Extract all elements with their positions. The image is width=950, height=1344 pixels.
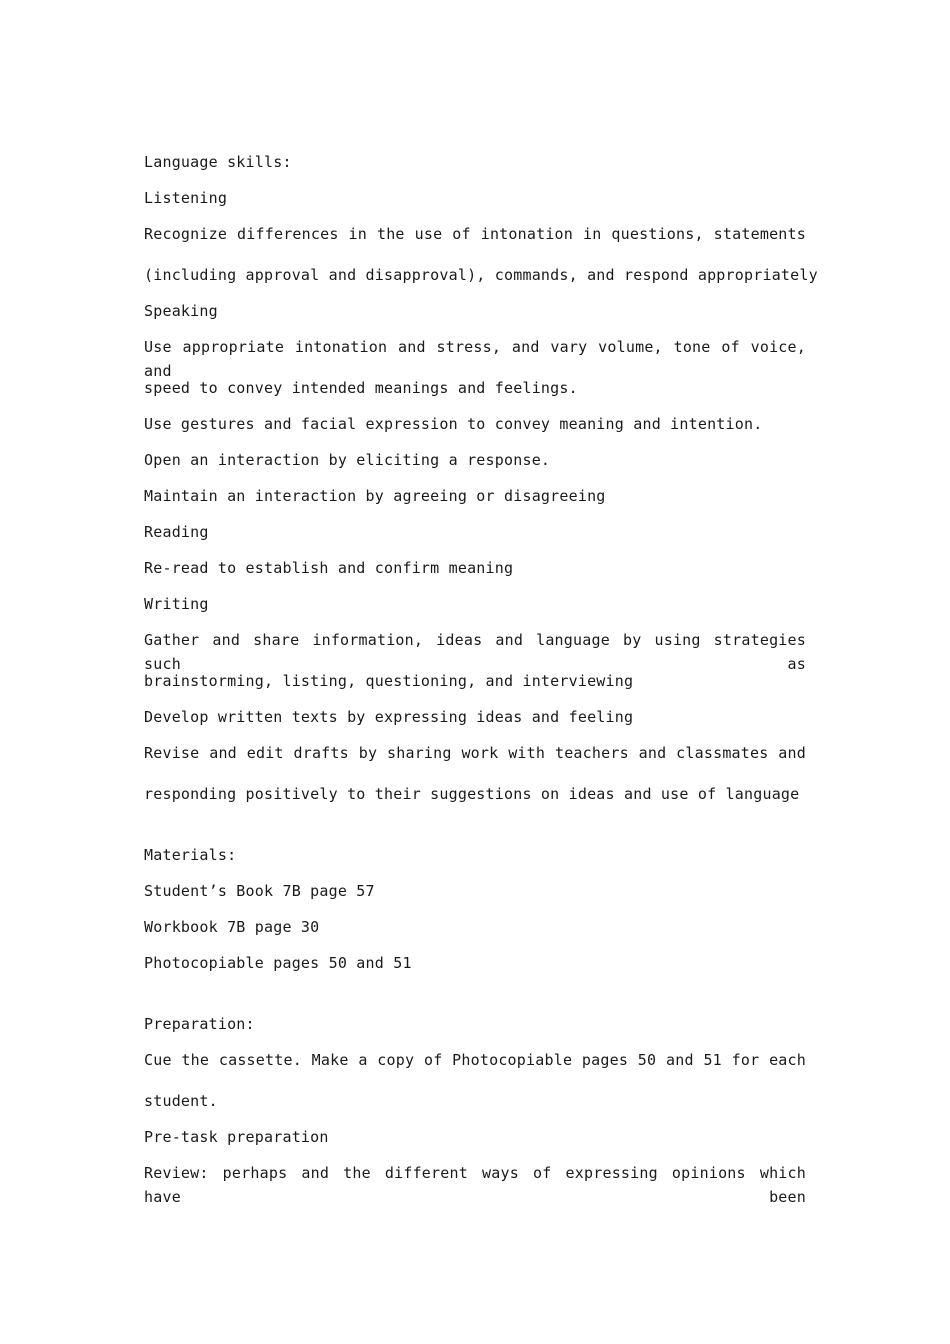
speaking-item-3: Open an interaction by eliciting a response. [144,451,551,469]
listening-item-1-line-2: (including approval and disapproval), commands, and respond appropriately [144,266,818,284]
writing-title: Writing [144,595,209,613]
review-line: Review: perhaps and the different ways of expressing opinions which have been [144,1164,806,1206]
section-spacer [144,987,806,1012]
speaking-item-4: Maintain an interaction by agreeing or disagreeing [144,487,606,505]
speaking-item-1-line-1: Use appropriate intonation and stress, and vary volume, tone of voice, and [144,338,806,380]
pre-task-preparation-heading: Pre-task preparation [144,1128,329,1146]
preparation-body-line-2: student. [144,1092,218,1110]
listening-title: Listening [144,189,228,207]
language-skills-heading: Language skills: [144,153,292,171]
writing-item-2: Develop written texts by expressing ideas and feeling [144,708,634,726]
materials-item-3: Photocopiable pages 50 and 51 [144,954,412,972]
speaking-item-2: Use gestures and facial expression to convey meaning and intention. [144,415,763,433]
speaking-title: Speaking [144,302,218,320]
listening-item-1-line-1: Recognize differences in the use of intonation in questions, statements [144,225,806,243]
materials-item-2: Workbook 7B page 30 [144,918,320,936]
reading-title: Reading [144,523,209,541]
writing-item-3-line-1: Revise and edit drafts by sharing work with teachers and classmates and [144,744,806,762]
materials-item-1: Student’s Book 7B page 57 [144,882,375,900]
document-body [144,150,818,1206]
preparation-body-line-1: Cue the cassette. Make a copy of Photocopiable pages 50 and 51 for each [144,1051,806,1069]
section-spacer [144,818,806,843]
writing-item-1-line-2: brainstorming, listing, questioning, and interviewing [144,672,634,690]
writing-item-1-line-1: Gather and share information, ideas and language by using strategies such as [144,631,806,673]
speaking-item-1-line-2: speed to convey intended meanings and feelings. [144,379,578,397]
materials-heading: Materials: [144,846,237,864]
writing-item-3-line-2: responding positively to their suggestions on ideas and use of language [144,785,800,803]
preparation-heading: Preparation: [144,1015,255,1033]
reading-item-1: Re-read to establish and confirm meaning [144,559,514,577]
